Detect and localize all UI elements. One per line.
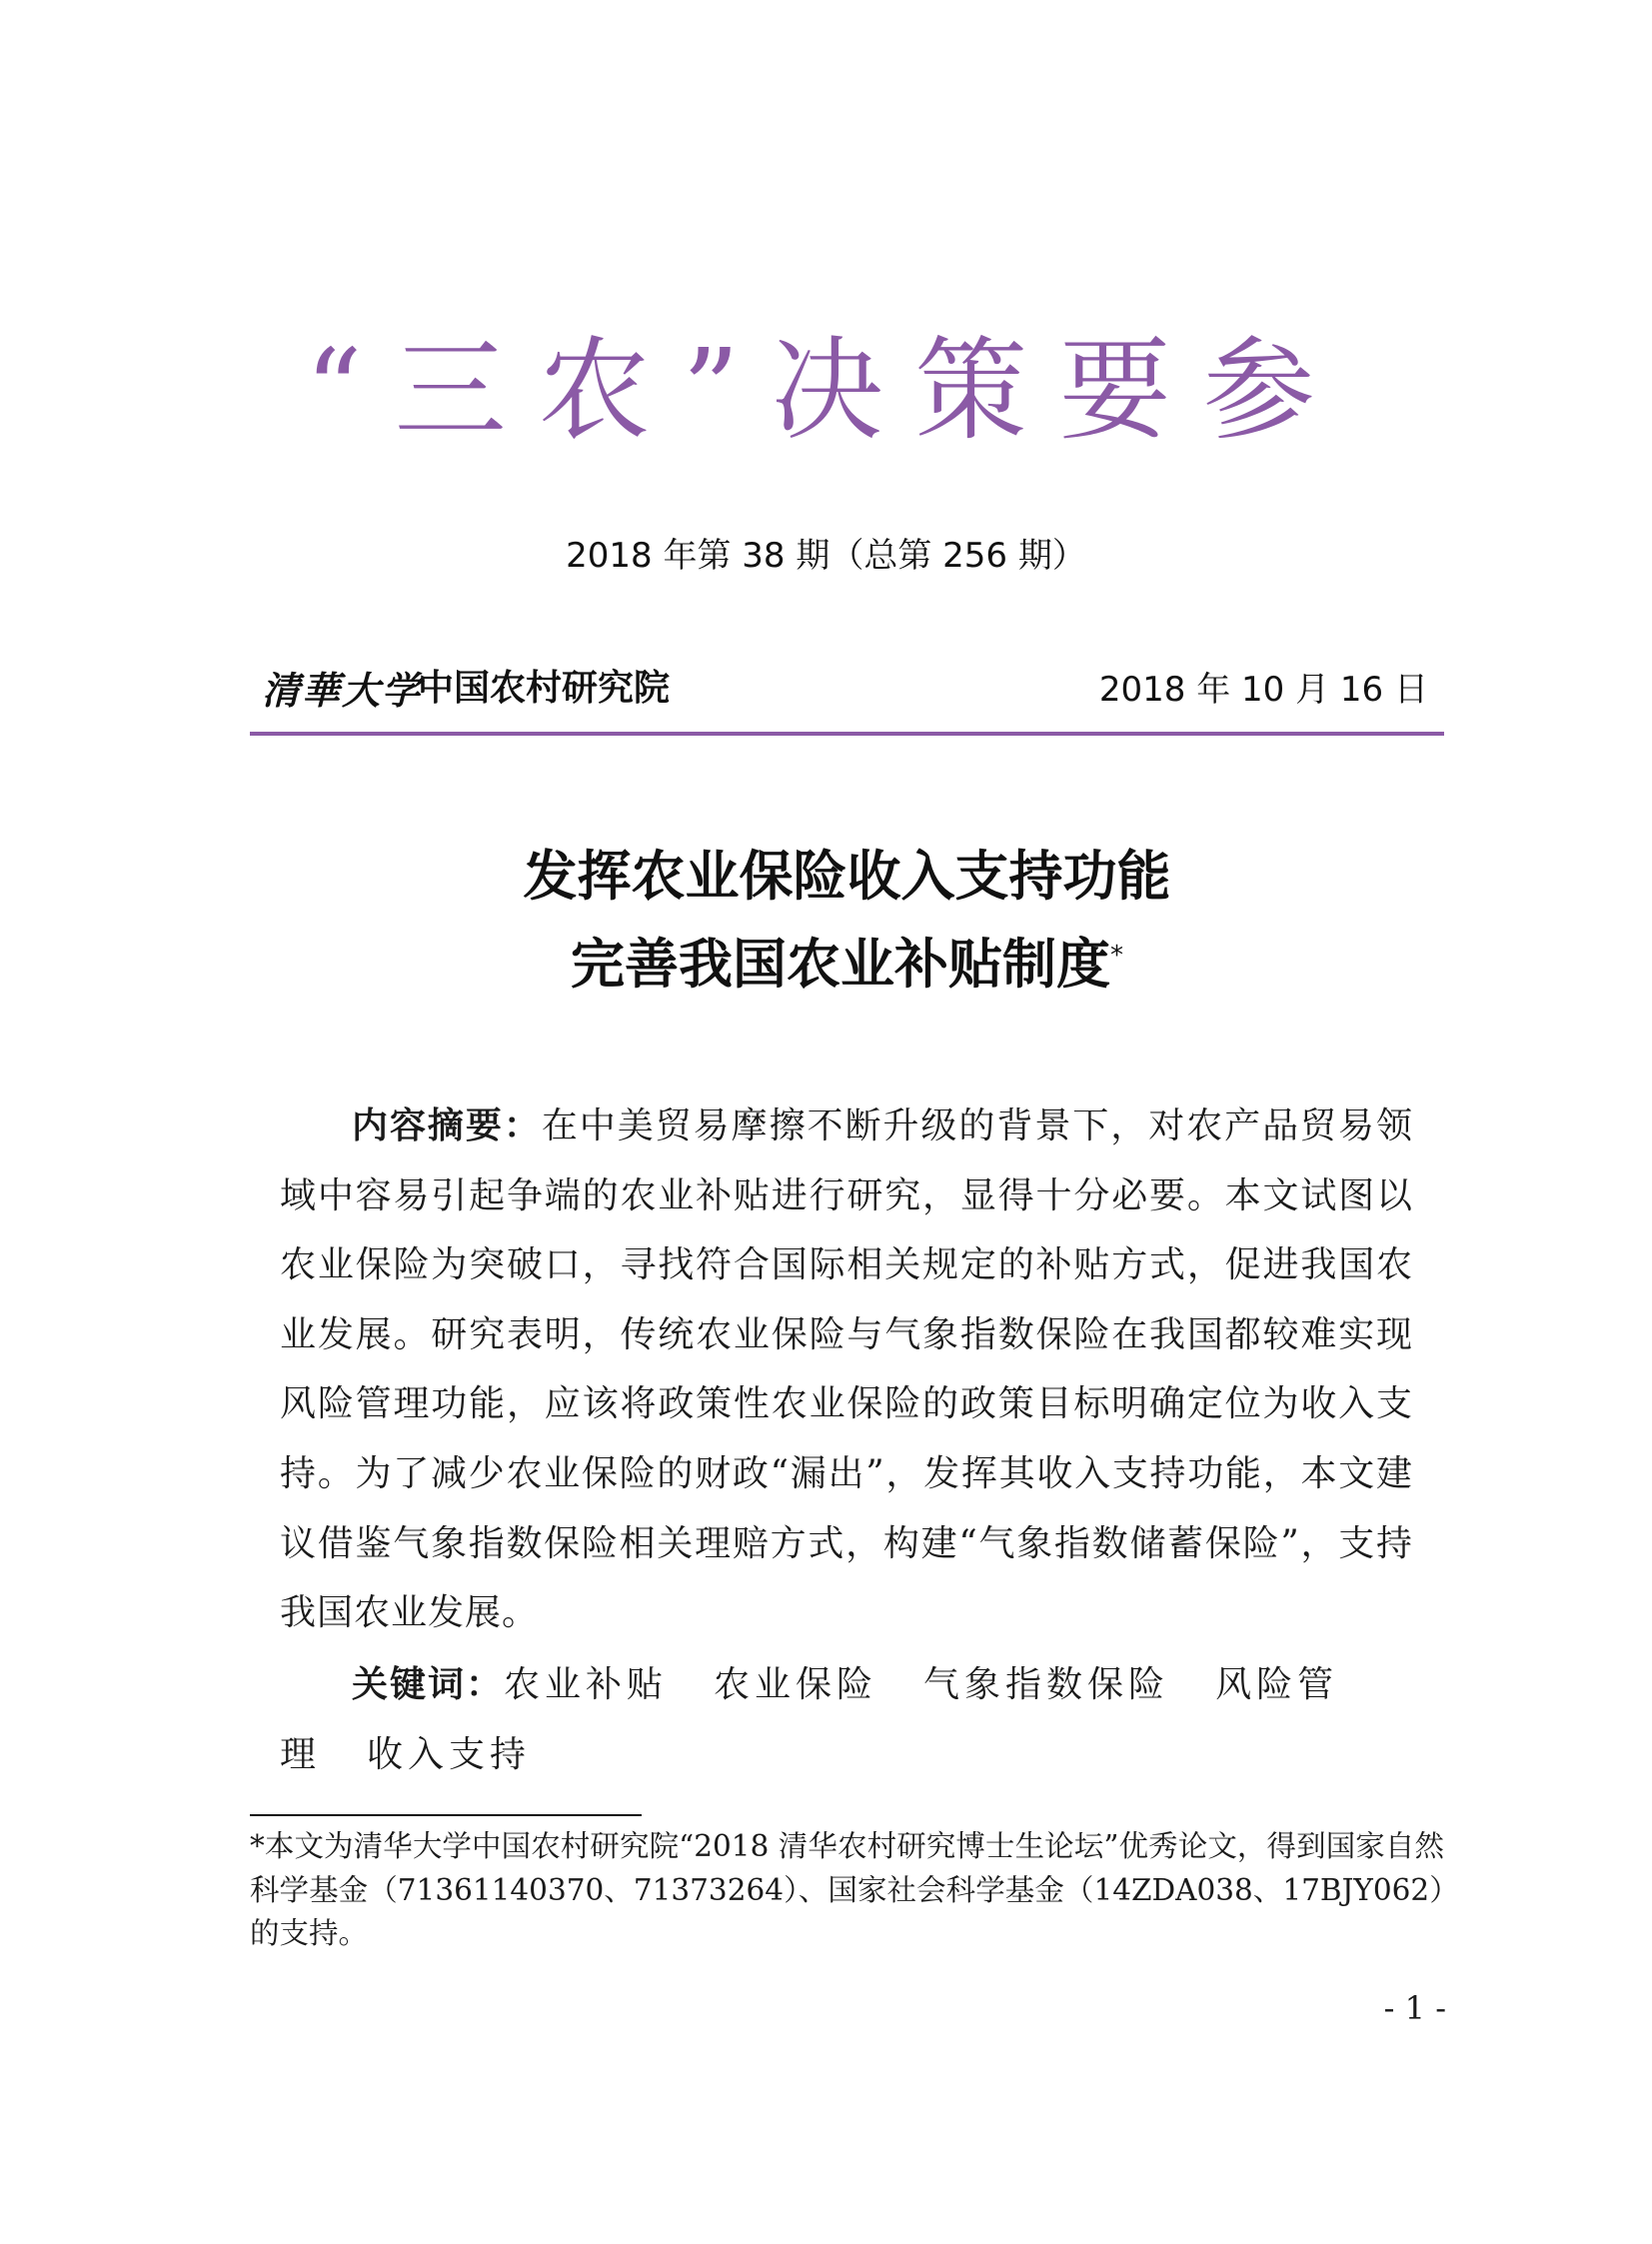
university-logo: 清華大学 [262,668,423,713]
masthead-title: “三农”决策要参 [305,326,1347,456]
header-divider [250,732,1444,736]
keyword-item: 气象指数保险 [923,1664,1170,1705]
abstract-text: 在中美贸易摩擦不断升级的背景下，对农产品贸易领域中容易引起争端的农业补贴进行研究，显得十分必要。本文试图以农业保险为突破口，寻找符合国际相关规定的补贴方式，促进我国农业发展。研究表明，传统农业保险与气象指数保险在我国都较难实现风险管理功能，应该将政策性农业保险的政策目标明确定位为收入支持。为了减少农业保险的财政“漏出”，发挥其收入支持功能，本文建议借鉴气象指数保险相关理赔方式，构建“气象指数储蓄保险”，支持我国农业发展。 [280,1106,1413,1634]
issue-number: 2018 年第 38 期（总第 256 期） [566,536,1086,576]
page-number: - 1 - [1383,1989,1446,2027]
publisher-row [250,658,1444,718]
title-line-1: 发挥农业保险收入支持功能 [523,845,1171,908]
footnote-marker: * [1110,941,1123,971]
publish-date: 2018 年 10 月 16 日 [1098,670,1428,710]
abstract [280,1092,1413,1648]
article-title [250,845,1444,1026]
abstract-label: 内容摘要： [352,1106,542,1146]
institute-name: 中国农村研究院 [418,668,671,709]
keyword-item: 农业补贴 [504,1664,669,1705]
keywords [280,1650,1413,1789]
keywords-label: 关键词： [352,1664,505,1705]
keyword-item: 风险管理 [280,1664,1339,1775]
keyword-item: 农业保险 [714,1664,878,1705]
title-line-2 [250,933,1444,1026]
footnote: *本文为清华大学中国农村研究院“2018 清华农村研究博士生论坛”优秀论文，得到国家自然科学基金（71361140370、71373264）、国家社会科学基金（14ZDA038、17BJY062）的支持。 [250,1829,1444,1950]
footnote-divider [250,1814,642,1816]
keyword-item: 收入支持 [367,1733,532,1775]
title-line-2-text: 完善我国农业补贴制度 [571,933,1110,996]
